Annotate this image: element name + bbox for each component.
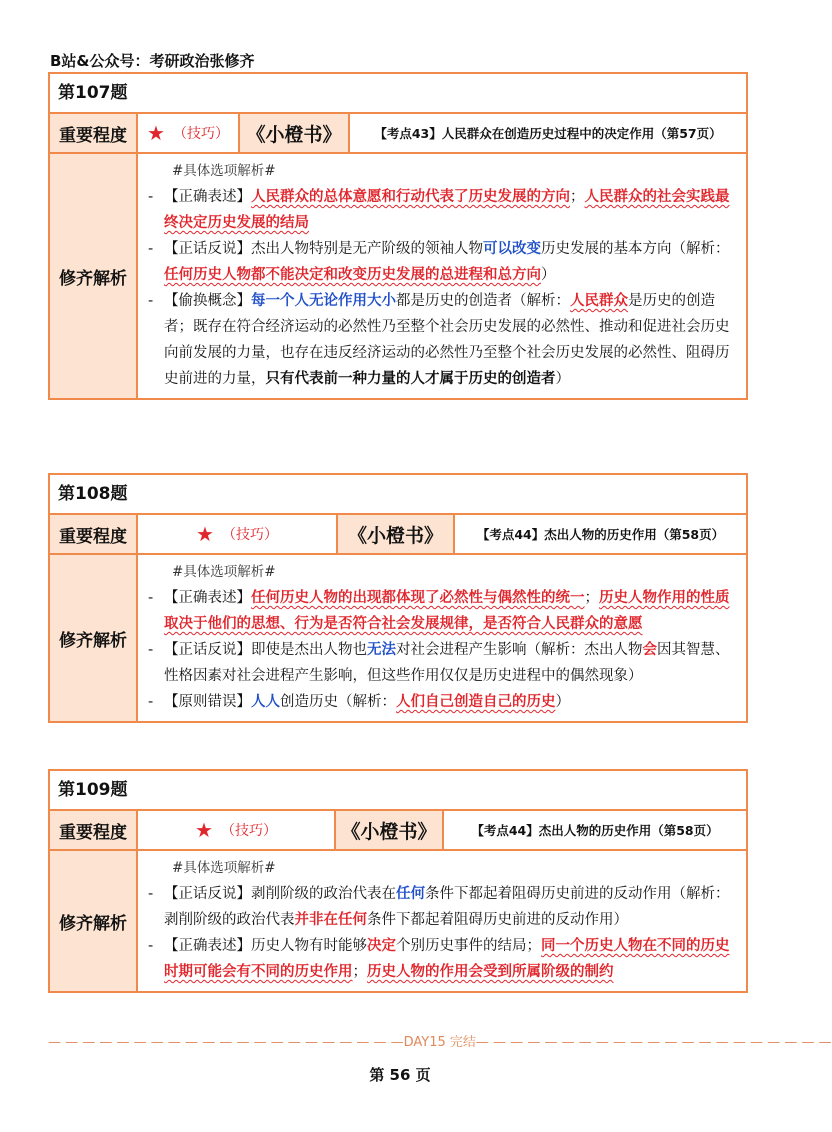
question-109-card: [48, 769, 748, 993]
knowledge-point: 【考点43】人民群众在创造历史过程中的决定作用（第57页）: [374, 126, 722, 141]
option-item: - 【偷换概念】每一个人无论作用大小都是历史的创造者（解析：人民群众是历史的创造者；既存在符合经济运动的必然性乃至整个社会历史发展的必然性、推动和促进社会历史向前发展的力量，也存在违反经济运动的必然性乃至整个社会历史发展的必然性、阻碍历史前进的力量，只有代表前一种力量的人才属于历史的创造者）: [148, 293, 730, 387]
header-source: B站&公众号：考研政治张修齐: [50, 52, 255, 70]
analysis-row: [50, 154, 746, 398]
day-end-divider: — — — — — — — — — — — — — — — — — — — — —DAY15 完结— — — — — — — — — — — — — — — — — — — — —: [48, 1035, 832, 1050]
option-item: - 【正话反说】杰出人物特别是无产阶级的领袖人物可以改变历史发展的基本方向（解析：任何历史人物都不能决定和改变历史发展的总进程和总方向）: [148, 241, 730, 283]
analysis-label: 修齐解析: [50, 851, 138, 991]
question-title: 第107题: [50, 74, 746, 114]
importance-label: 重要程度: [50, 114, 138, 152]
importance-rating: [138, 811, 336, 849]
importance-row: [50, 515, 746, 555]
option-item: - 【正确表述】人民群众的总体意愿和行动代表了历史发展的方向；人民群众的社会实践最终决定历史发展的结局: [148, 189, 730, 231]
options-subheading: #具体选项解析#: [172, 564, 276, 580]
importance-label: 重要程度: [50, 811, 138, 849]
option-item: - 【原则错误】人人创造历史（解析：人们自己创造自己的历史）: [148, 694, 570, 710]
question-title: 第108题: [50, 475, 746, 515]
option-item: - 【正确表述】任何历史人物的出现都体现了必然性与偶然性的统一；历史人物作用的性质取决于他们的思想、行为是否符合社会发展规律，是否符合人民群众的意愿: [148, 590, 730, 632]
analysis-content: [138, 851, 746, 991]
importance-row: [50, 811, 746, 851]
options-subheading: #具体选项解析#: [172, 163, 276, 179]
analysis-content: [138, 154, 746, 398]
skill-tag: （技巧）: [172, 126, 229, 142]
importance-rating: [138, 515, 338, 553]
importance-rating: [138, 114, 240, 152]
question-107-card: [48, 72, 748, 400]
skill-tag: （技巧）: [220, 823, 277, 839]
question-108-card: [48, 473, 748, 723]
analysis-label: 修齐解析: [50, 555, 138, 721]
page-number: 第 56 页: [369, 1066, 431, 1084]
option-item: - 【正确表述】历史人物有时能够决定个别历史事件的结局；同一个历史人物在不同的历史时期可能会有不同的历史作用；历史人物的作用会受到所属阶级的制约: [148, 938, 730, 980]
analysis-label: 修齐解析: [50, 154, 138, 398]
book-name: 《小橙书》: [336, 811, 444, 849]
star-icon: ★: [196, 522, 214, 546]
star-icon: ★: [195, 818, 213, 842]
option-item: - 【正话反说】剥削阶级的政治代表在任何条件下都起着阻碍历史前进的反动作用（解析：剥削阶级的政治代表并非在任何条件下都起着阻碍历史前进的反动作用）: [148, 886, 730, 928]
analysis-row: [50, 555, 746, 721]
knowledge-point: 【考点44】杰出人物的历史作用（第58页）: [471, 823, 719, 838]
analysis-content: [138, 555, 746, 721]
importance-label: 重要程度: [50, 515, 138, 553]
skill-tag: （技巧）: [221, 527, 278, 543]
book-name: 《小橙书》: [240, 114, 350, 152]
options-subheading: #具体选项解析#: [172, 860, 276, 876]
star-icon: ★: [147, 121, 165, 145]
option-item: - 【正话反说】即使是杰出人物也无法对社会进程产生影响（解析：杰出人物会因其智慧、性格因素对社会进程产生影响，但这些作用仅仅是历史进程中的偶然现象）: [148, 642, 730, 684]
question-title: 第109题: [50, 771, 746, 811]
analysis-row: [50, 851, 746, 991]
knowledge-point: 【考点44】杰出人物的历史作用（第58页）: [476, 527, 725, 542]
importance-row: [50, 114, 746, 154]
book-name: 《小橙书》: [338, 515, 455, 553]
